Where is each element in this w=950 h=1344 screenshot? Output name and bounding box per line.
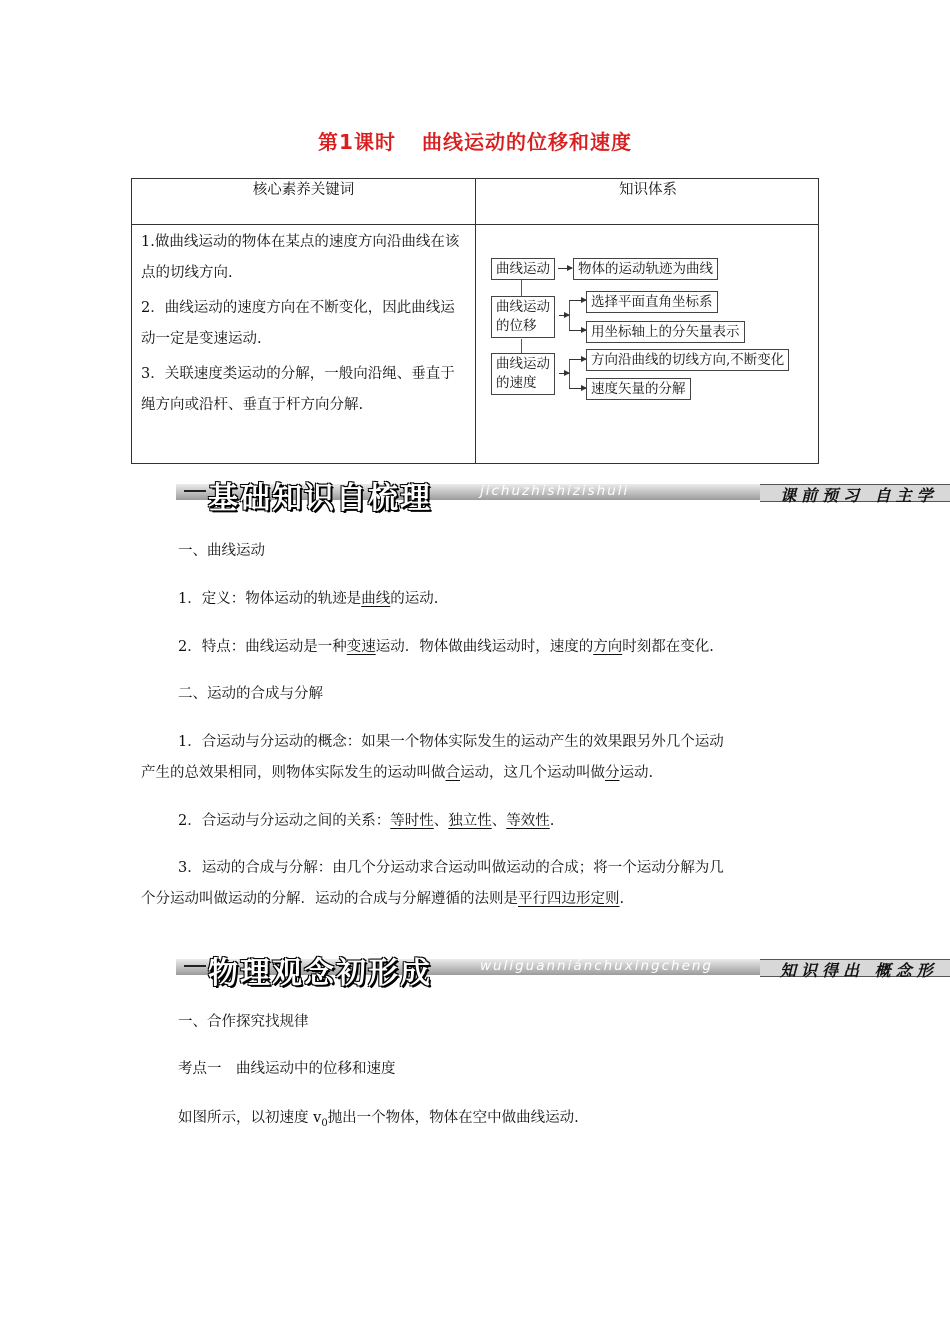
concept-line-2: 产生的总效果相同，则物体实际发生的运动叫做合运动，这几个运动叫做分运动.: [141, 765, 654, 781]
heading-cooperative-exploration: 一、合作探究找规律: [178, 1014, 309, 1030]
heading-composition: 二、运动的合成与分解: [178, 686, 323, 702]
blank-answer: 曲线: [361, 591, 391, 607]
synthesis-line-2: 个分运动叫做运动的分解．运动的合成与分解遵循的法则是平行四边形定则.: [141, 891, 625, 907]
banner-pinyin: jichuzhishizishuli: [480, 483, 630, 499]
synthesis-line-1: 3．运动的合成与分解：由几个分运动求合运动叫做运动的合成；将一个运动分解为几: [178, 860, 724, 876]
page-title: [0, 126, 950, 155]
blank-answer: 平行四边形定则: [518, 891, 620, 907]
relation-line: 2．合运动与分运动之间的关系：等时性、独立性、等效性.: [178, 813, 555, 829]
banner-tagline: 知识得出 概念形: [780, 961, 938, 980]
core-literacy-table: [131, 178, 819, 464]
section-banner-basic-knowledge: [176, 475, 950, 516]
banner-title: 基础知识自梳理: [208, 481, 432, 516]
blank-answer: 合: [445, 765, 460, 781]
blank-answer: 变速: [346, 639, 376, 655]
banner-title: 物理观念初形成: [208, 956, 432, 991]
banner-tagline: 课前预习 自主学: [780, 486, 938, 505]
feature-line: 2．特点：曲线运动是一种变速运动．物体做曲线运动时，速度的方向时刻都在变化.: [178, 639, 714, 655]
blank-answer: 等效性: [506, 813, 550, 829]
keyword-point-1: 1.做曲线运动的物体在某点的速度方向沿曲线在该点的切线方向.: [141, 234, 460, 281]
diagram-node-coordinate-system: 选择平面直角坐标系: [586, 291, 718, 313]
diagram-node-displacement: 曲线运动 的位移: [491, 296, 555, 338]
section-banner-physics-concept: [176, 950, 950, 991]
blank-answer: 分: [605, 765, 620, 781]
blank-answer: 独立性: [448, 813, 492, 829]
definition-line: 1．定义：物体运动的轨迹是曲线的运动.: [178, 591, 439, 607]
topic-heading: 考点一 曲线运动中的位移和速度: [178, 1061, 396, 1077]
heading-curve-motion: 一、曲线运动: [178, 543, 265, 559]
keyword-point-3: 3．关联速度类运动的分解，一般向沿绳、垂直于绳方向或沿杆、垂直于杆方向分解.: [141, 366, 455, 413]
blank-answer: 等时性: [390, 813, 434, 829]
diagram-node-curve-motion: 曲线运动: [491, 258, 555, 280]
keyword-list: [141, 227, 467, 425]
diagram-node-trajectory: 物体的运动轨迹为曲线: [573, 258, 718, 280]
blank-answer: 方向: [593, 639, 623, 655]
keyword-point-2: 2．曲线运动的速度方向在不断变化，因此曲线运动一定是变速运动.: [141, 300, 455, 347]
table-header-knowledge-system: 知识体系: [619, 182, 677, 198]
lesson-topic: 曲线运动的位移和速度: [421, 130, 632, 154]
example-sentence: 如图所示，以初速度 $v_0$抛出一个物体，物体在空中做曲线运动.: [178, 1110, 579, 1129]
diagram-node-velocity: 曲线运动 的速度: [491, 353, 555, 395]
concept-line-1: 1．合运动与分运动的概念：如果一个物体实际发生的运动产生的效果跟另外几个运动: [178, 734, 724, 750]
diagram-node-velocity-decomposition: 速度矢量的分解: [586, 378, 691, 400]
diagram-node-component-vectors: 用坐标轴上的分矢量表示: [586, 321, 745, 343]
table-header-keywords: 核心素养关键词: [252, 182, 355, 198]
banner-pinyin: wuliguanniánchuxingcheng: [480, 958, 713, 974]
diagram-node-tangent-direction: 方向沿曲线的切线方向,不断变化: [586, 349, 789, 371]
lesson-number: 第1课时: [318, 130, 396, 154]
